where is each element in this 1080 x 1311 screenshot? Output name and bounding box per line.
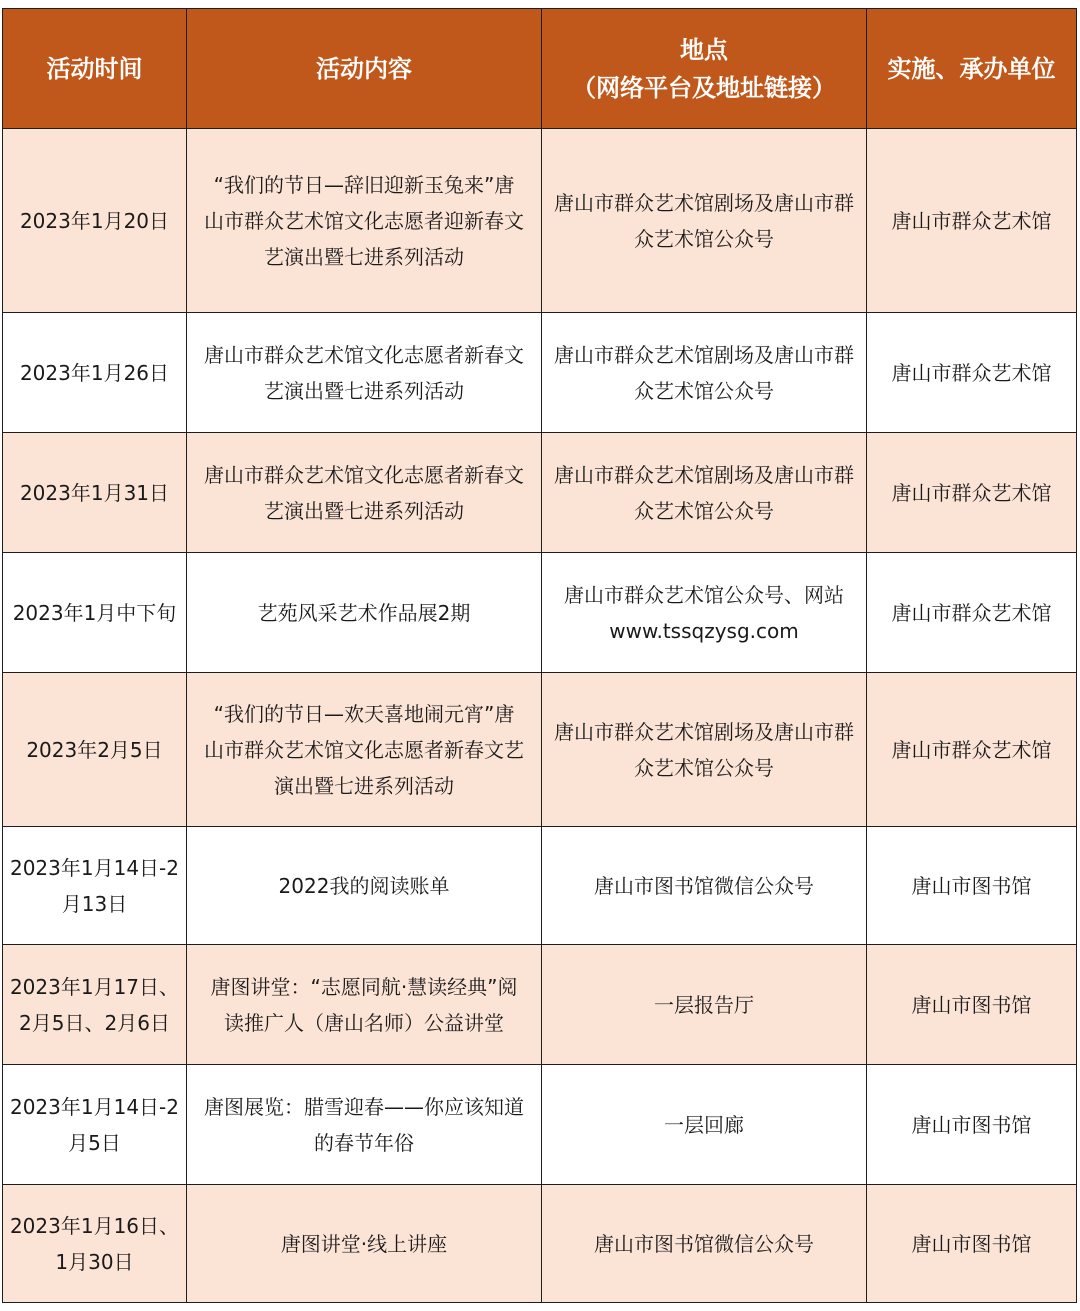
- cell-unit: 唐山市群众艺术馆: [867, 313, 1077, 433]
- cell-location: 唐山市图书馆微信公众号: [542, 1185, 867, 1303]
- cell-unit: 唐山市群众艺术馆: [867, 673, 1077, 827]
- event-schedule: [2, 8, 1076, 1303]
- cell-unit: 唐山市图书馆: [867, 1065, 1077, 1185]
- cell-content: “我们的节日—辞旧迎新玉兔来”唐 山市群众艺术馆文化志愿者迎新春文 艺演出暨七进系列活动: [187, 129, 542, 313]
- cell-location: 唐山市群众艺术馆剧场及唐山市群 众艺术馆公众号: [542, 129, 867, 313]
- cell-time: 2023年1月14日-2 月5日: [3, 1065, 187, 1185]
- header-location-subtitle: （网络平台及地址链接）: [572, 73, 836, 102]
- cell-location: 一层报告厅: [542, 945, 867, 1065]
- header-row: [3, 9, 1077, 129]
- cell-unit: 唐山市群众艺术馆: [867, 433, 1077, 553]
- cell-location: 唐山市图书馆微信公众号: [542, 827, 867, 945]
- table-row: [3, 433, 1077, 553]
- website-link: www.tssqzysg.com: [609, 618, 799, 643]
- cell-unit: 唐山市群众艺术馆: [867, 553, 1077, 673]
- event-table: [2, 8, 1077, 1303]
- cell-time: 2023年1月14日-2 月13日: [3, 827, 187, 945]
- header-location-title: 地点: [680, 35, 728, 64]
- table-row: [3, 553, 1077, 673]
- table-row: [3, 129, 1077, 313]
- cell-time: 2023年1月17日、 2月5日、2月6日: [3, 945, 187, 1065]
- cell-content: 唐山市群众艺术馆文化志愿者新春文 艺演出暨七进系列活动: [187, 433, 542, 553]
- cell-content: 唐图讲堂：“志愿同航·慧读经典”阅 读推广人（唐山名师）公益讲堂: [187, 945, 542, 1065]
- cell-content: 唐山市群众艺术馆文化志愿者新春文 艺演出暨七进系列活动: [187, 313, 542, 433]
- cell-time: 2023年1月中下旬: [3, 553, 187, 673]
- table-row: [3, 827, 1077, 945]
- table-row: [3, 313, 1077, 433]
- header-unit: 实施、承办单位: [867, 9, 1077, 129]
- cell-location: 唐山市群众艺术馆剧场及唐山市群 众艺术馆公众号: [542, 433, 867, 553]
- header-time: 活动时间: [3, 9, 187, 129]
- table-row: [3, 673, 1077, 827]
- cell-location: 唐山市群众艺术馆公众号、网站 www.tssqzysg.com: [542, 553, 867, 673]
- table-row: [3, 1065, 1077, 1185]
- cell-unit: 唐山市图书馆: [867, 945, 1077, 1065]
- cell-time: 2023年1月26日: [3, 313, 187, 433]
- header-content: 活动内容: [187, 9, 542, 129]
- cell-location: 一层回廊: [542, 1065, 867, 1185]
- cell-unit: 唐山市图书馆: [867, 827, 1077, 945]
- cell-time: 2023年1月16日、 1月30日: [3, 1185, 187, 1303]
- header-location: [542, 9, 867, 129]
- cell-content: 艺苑风采艺术作品展2期: [187, 553, 542, 673]
- cell-time: 2023年2月5日: [3, 673, 187, 827]
- table-row: [3, 1185, 1077, 1303]
- cell-content: 唐图展览：腊雪迎春——你应该知道 的春节年俗: [187, 1065, 542, 1185]
- cell-content: “我们的节日—欢天喜地闹元宵”唐 山市群众艺术馆文化志愿者新春文艺 演出暨七进系列活动: [187, 673, 542, 827]
- cell-location: 唐山市群众艺术馆剧场及唐山市群 众艺术馆公众号: [542, 313, 867, 433]
- cell-location: 唐山市群众艺术馆剧场及唐山市群 众艺术馆公众号: [542, 673, 867, 827]
- cell-unit: 唐山市图书馆: [867, 1185, 1077, 1303]
- cell-time: 2023年1月20日: [3, 129, 187, 313]
- cell-unit: 唐山市群众艺术馆: [867, 129, 1077, 313]
- cell-content: 唐图讲堂·线上讲座: [187, 1185, 542, 1303]
- table-row: [3, 945, 1077, 1065]
- cell-content: 2022我的阅读账单: [187, 827, 542, 945]
- cell-time: 2023年1月31日: [3, 433, 187, 553]
